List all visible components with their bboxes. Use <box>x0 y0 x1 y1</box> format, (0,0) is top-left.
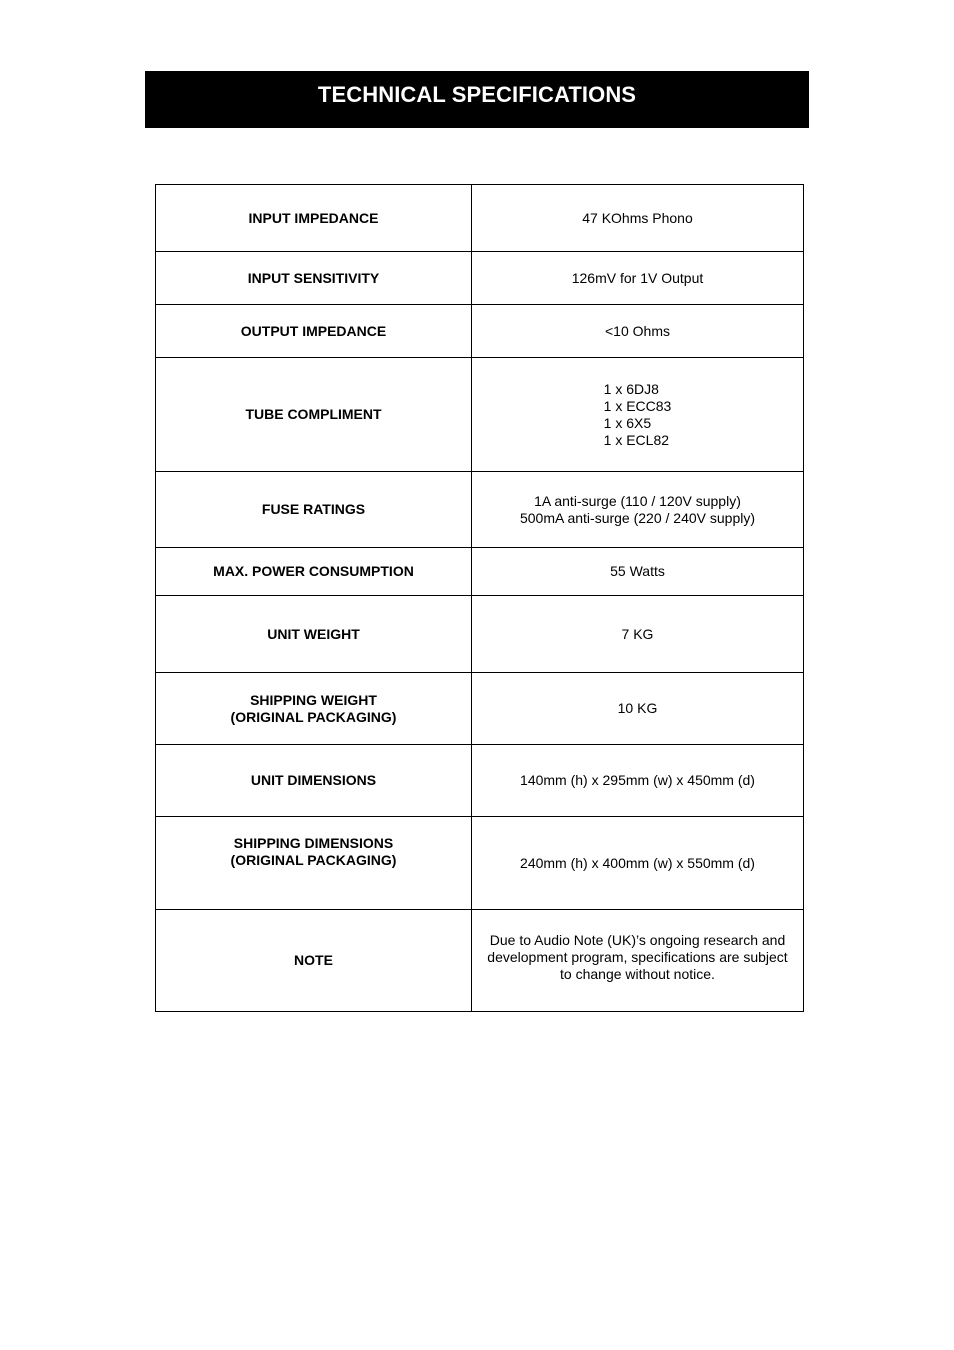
spec-label: NOTE <box>156 910 472 1012</box>
table-row <box>156 305 804 358</box>
tube-list <box>604 381 672 449</box>
table-row <box>156 673 804 745</box>
spec-value: 126mV for 1V Output <box>472 252 804 305</box>
spec-label-line: (ORIGINAL PACKAGING) <box>230 708 397 725</box>
spec-label <box>156 673 472 745</box>
title-banner <box>145 71 809 128</box>
spec-value <box>472 358 804 472</box>
spec-value <box>472 472 804 548</box>
table-row <box>156 910 804 1012</box>
spec-value: 47 KOhms Phono <box>472 185 804 252</box>
note-line: development program, specifications are subject <box>487 949 788 965</box>
table-row <box>156 745 804 817</box>
spec-label-line: SHIPPING DIMENSIONS <box>233 835 394 851</box>
spec-label <box>156 817 472 910</box>
table-row <box>156 358 804 472</box>
spec-value: 10 KG <box>472 673 804 745</box>
spec-label-line: SHIPPING WEIGHT <box>250 691 377 708</box>
note-line: Due to Audio Note (UK)’s ongoing research and <box>489 932 786 948</box>
spec-label: INPUT SENSITIVITY <box>156 252 472 305</box>
table-row <box>156 817 804 910</box>
tube-item: 1 x ECC83 <box>603 397 672 414</box>
spec-label-line: (ORIGINAL PACKAGING) <box>230 852 397 868</box>
note-line: to change without notice. <box>560 966 715 982</box>
spec-value: 55 Watts <box>472 548 804 596</box>
spec-label: FUSE RATINGS <box>156 472 472 548</box>
fuse-rating-line: 500mA anti-surge (220 / 240V supply) <box>519 509 756 526</box>
spec-value <box>472 910 804 1012</box>
tube-item: 1 x ECL82 <box>603 431 670 448</box>
spec-label: UNIT DIMENSIONS <box>156 745 472 817</box>
page-title: TECHNICAL SPECIFICATIONS <box>317 82 637 107</box>
table-row <box>156 252 804 305</box>
spec-label: INPUT IMPEDANCE <box>156 185 472 252</box>
table-row <box>156 596 804 673</box>
note-text <box>478 932 797 983</box>
spec-label: UNIT WEIGHT <box>156 596 472 673</box>
spec-label: TUBE COMPLIMENT <box>156 358 472 472</box>
table-row <box>156 185 804 252</box>
spec-value: <10 Ohms <box>472 305 804 358</box>
fuse-rating-line: 1A anti-surge (110 / 120V supply) <box>534 492 741 509</box>
tube-item: 1 x 6X5 <box>603 414 652 431</box>
spec-value: 240mm (h) x 400mm (w) x 550mm (d) <box>472 817 804 910</box>
spec-label: MAX. POWER CONSUMPTION <box>156 548 472 596</box>
spec-table <box>155 184 804 1012</box>
table-row <box>156 472 804 548</box>
spec-label: OUTPUT IMPEDANCE <box>156 305 472 358</box>
spec-label-group <box>162 835 465 869</box>
table-row <box>156 548 804 596</box>
spec-value: 140mm (h) x 295mm (w) x 450mm (d) <box>472 745 804 817</box>
tube-item: 1 x 6DJ8 <box>603 380 659 397</box>
spec-value: 7 KG <box>472 596 804 673</box>
